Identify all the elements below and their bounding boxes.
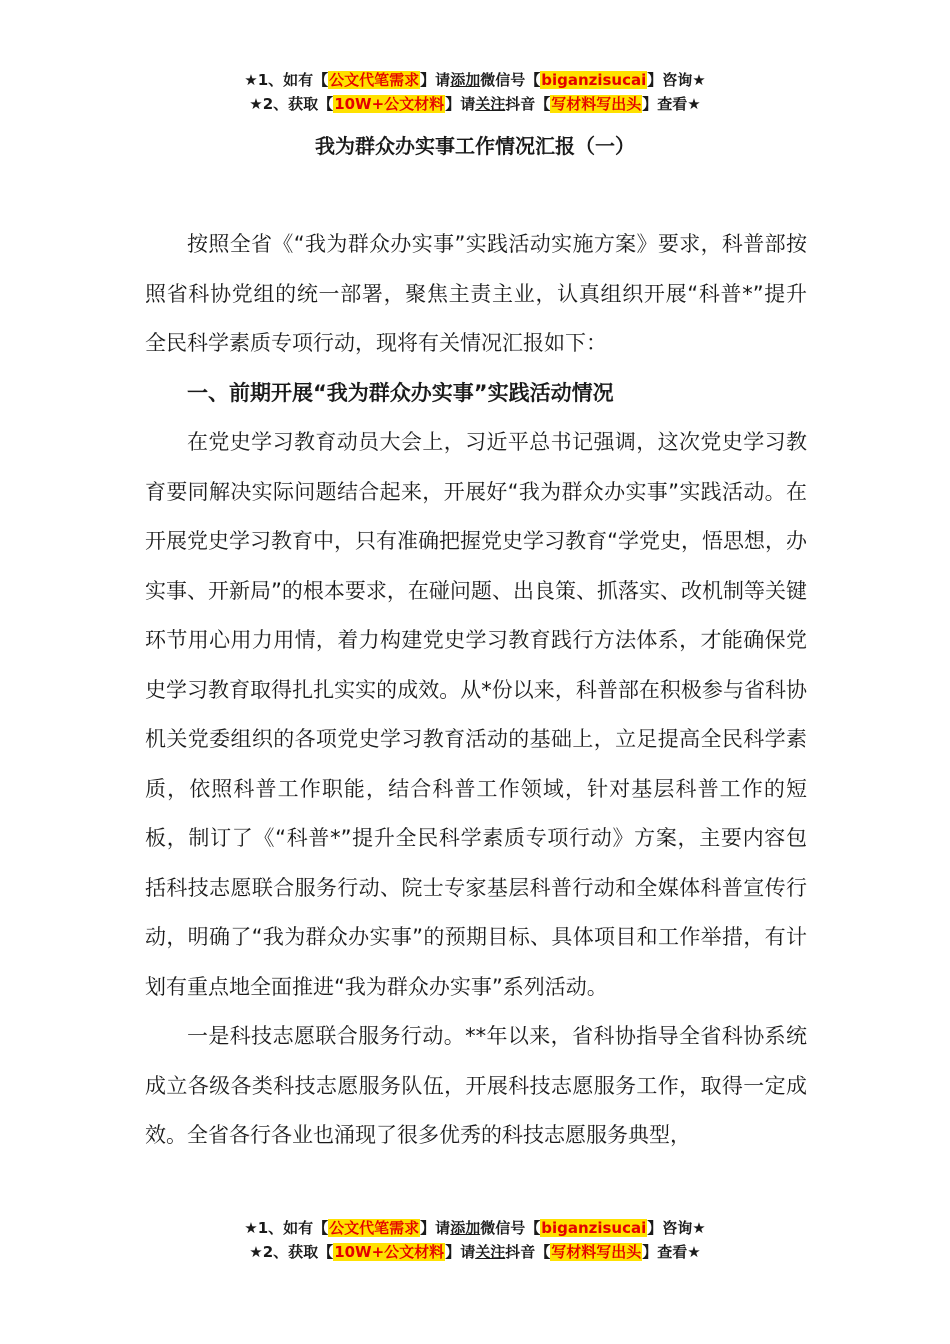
banner-text: 】请	[445, 1243, 476, 1261]
banner-text: 抖音【	[505, 1243, 551, 1261]
banner-line-2	[0, 92, 950, 116]
banner-text: 微信号【	[480, 71, 541, 89]
banner-highlight: 公文代笔需求	[329, 71, 420, 89]
document-body	[145, 220, 807, 1161]
banner-line-2	[0, 1240, 950, 1264]
banner-text: ★2、获取【	[249, 95, 334, 113]
banner-underline: 添加	[450, 1219, 481, 1237]
banner-text: ★1、如有【	[244, 1219, 329, 1237]
section-heading: 一、前期开展“我为群众办实事”实践活动情况	[187, 380, 614, 405]
banner-text: 】咨询★	[647, 71, 706, 89]
banner-line-1	[0, 68, 950, 92]
document-title: 我为群众办实事工作情况汇报（一）	[315, 134, 635, 158]
banner-text: 】查看★	[642, 95, 701, 113]
banner-text: 】请	[420, 1219, 451, 1237]
banner-text: 】咨询★	[647, 1219, 706, 1237]
body-paragraph: 在党史学习教育动员大会上，习近平总书记强调，这次党史学习教育要同解决实际问题结合起来，开展好“我为群众办实事”实践活动。在开展党史学习教育中，只有准确把握党史学习教育“学党史，悟思想，办实事、开新局”的根本要求，在碰问题、出良策、抓落实、改机制等关键环节用心用力用情，着力构建党史学习教育践行方法体系，才能确保党史学习教育取得扎扎实实的成效。从*份以来，科普部在积极参与省科协机关党委组织的各项党史学习教育活动的基础上，立足提高全民科学素质，依照科普工作职能，结合科普工作领域，针对基层科普工作的短板，制订了《“科普*”提升全民科学素质专项行动》方案，主要内容包括科技志愿联合服务行动、院士专家基层科普行动和全媒体科普宣传行动，明确了“我为群众办实事”的预期目标、具体项目和工作举措，有计划有重点地全面推进“我为群众办实事”系列活动。	[145, 430, 807, 999]
body-paragraph: 一是科技志愿联合服务行动。**年以来，省科协指导全省科协系统成立各级各类科技志愿服务队伍，开展科技志愿服务工作，取得一定成效。全省各行各业也涌现了很多优秀的科技志愿服务典型，	[145, 1024, 807, 1147]
banner-highlight: 10W+公文材料	[334, 95, 445, 113]
banner-text: 微信号【	[480, 1219, 541, 1237]
banner-highlight-wechat: biganzisucai	[541, 1219, 647, 1237]
banner-underline: 关注	[475, 95, 506, 113]
footer-banner	[0, 1216, 950, 1264]
banner-highlight: 公文代笔需求	[329, 1219, 420, 1237]
banner-highlight-wechat: biganzisucai	[541, 71, 647, 89]
banner-text: ★2、获取【	[249, 1243, 334, 1261]
banner-text: ★1、如有【	[244, 71, 329, 89]
banner-text: 】查看★	[642, 1243, 701, 1261]
intro-paragraph: 按照全省《“我为群众办实事”实践活动实施方案》要求，科普部按照省科协党组的统一部署，聚焦主责主业，认真组织开展“科普*”提升全民科学素质专项行动，现将有关情况汇报如下：	[145, 232, 807, 355]
banner-highlight: 10W+公文材料	[334, 1243, 445, 1261]
banner-highlight-douyin: 写材料写出头	[551, 1243, 642, 1261]
banner-underline: 关注	[475, 1243, 506, 1261]
banner-line-1	[0, 1216, 950, 1240]
banner-text: 抖音【	[505, 95, 551, 113]
banner-highlight-douyin: 写材料写出头	[551, 95, 642, 113]
banner-text: 】请	[445, 95, 476, 113]
header-banner	[0, 68, 950, 116]
banner-underline: 添加	[450, 71, 481, 89]
banner-text: 】请	[420, 71, 451, 89]
